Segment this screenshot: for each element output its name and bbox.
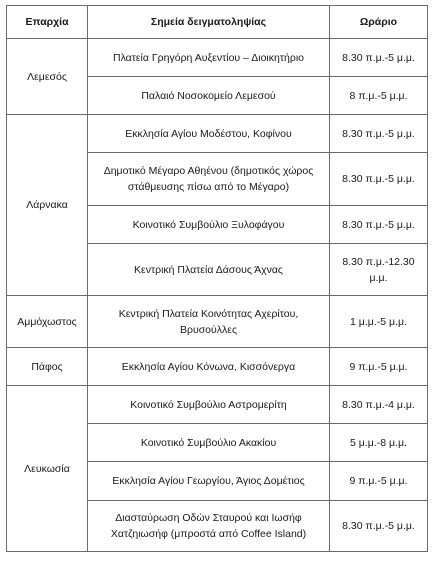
sampling-point-cell: Εκκλησία Αγίου Μοδέστου, Κοφίνου <box>88 115 330 153</box>
hours-cell: 9 π.μ.-5 μ.μ. <box>330 348 428 386</box>
district-cell: Λευκωσία <box>7 386 88 552</box>
hours-cell: 9 π.μ.-5 μ.μ. <box>330 462 428 501</box>
sampling-point-cell: Δημοτικό Μέγαρο Αθηένου (δημοτικός χώρος στάθμευσης πίσω από το Μέγαρο) <box>88 153 330 206</box>
header-district: Επαρχία <box>7 6 88 39</box>
sampling-point-cell: Κοινοτικό Συμβούλιο Ξυλοφάγου <box>88 206 330 244</box>
hours-cell: 8.30 π.μ.-4 μ.μ. <box>330 386 428 424</box>
hours-cell: 8.30 π.μ.-5 μ.μ. <box>330 501 428 552</box>
sampling-point-cell: Διασταύρωση Οδών Σταυρού και Ιωσήφ Χατζηιωσήφ (μπροστά από Coffee Island) <box>88 501 330 552</box>
hours-cell: 8.30 π.μ.-5 μ.μ. <box>330 39 428 77</box>
table-row <box>7 296 428 348</box>
hours-cell: 8 π.μ.-5 μ.μ. <box>330 77 428 115</box>
sampling-point-cell: Κεντρική Πλατεία Κοινότητας Αχερίτου, Βρυσούλλες <box>88 296 330 348</box>
header-row <box>7 6 428 39</box>
hours-cell: 8.30 π.μ.-5 μ.μ. <box>330 206 428 244</box>
sampling-point-cell: Πλατεία Γρηγόρη Αυξεντίου – Διοικητήριο <box>88 39 330 77</box>
sampling-point-cell: Κοινοτικό Συμβούλιο Ακακίου <box>88 424 330 462</box>
sampling-point-cell: Παλαιό Νοσοκομείο Λεμεσού <box>88 77 330 115</box>
hours-cell: 8.30 π.μ.-12.30 μ.μ. <box>330 244 428 296</box>
hours-cell: 8.30 π.μ.-5 μ.μ. <box>330 153 428 206</box>
sampling-point-cell: Εκκλησία Αγίου Κόνωνα, Κισσόνεργα <box>88 348 330 386</box>
district-cell: Αμμόχωστος <box>7 296 88 348</box>
header-sampling-point: Σημεία δειγματοληψίας <box>88 6 330 39</box>
district-cell: Λάρνακα <box>7 115 88 296</box>
table-header <box>7 6 428 39</box>
sampling-point-cell: Κοινοτικό Συμβούλιο Αστρομερίτη <box>88 386 330 424</box>
district-cell: Λεμεσός <box>7 39 88 115</box>
hours-cell: 5 μ.μ.-8 μ.μ. <box>330 424 428 462</box>
table-row <box>7 39 428 77</box>
sampling-schedule-table <box>6 5 428 552</box>
sampling-point-cell: Εκκλησία Αγίου Γεωργίου, Άγιος Δομέτιος <box>88 462 330 501</box>
hours-cell: 1 μ.μ.-5 μ.μ. <box>330 296 428 348</box>
table-row <box>7 386 428 424</box>
table-body <box>7 39 428 552</box>
district-cell: Πάφος <box>7 348 88 386</box>
sampling-point-cell: Κεντρική Πλατεία Δάσους Άχνας <box>88 244 330 296</box>
hours-cell: 8.30 π.μ.-5 μ.μ. <box>330 115 428 153</box>
table-row <box>7 348 428 386</box>
header-hours: Ωράριο <box>330 6 428 39</box>
table-row <box>7 115 428 153</box>
